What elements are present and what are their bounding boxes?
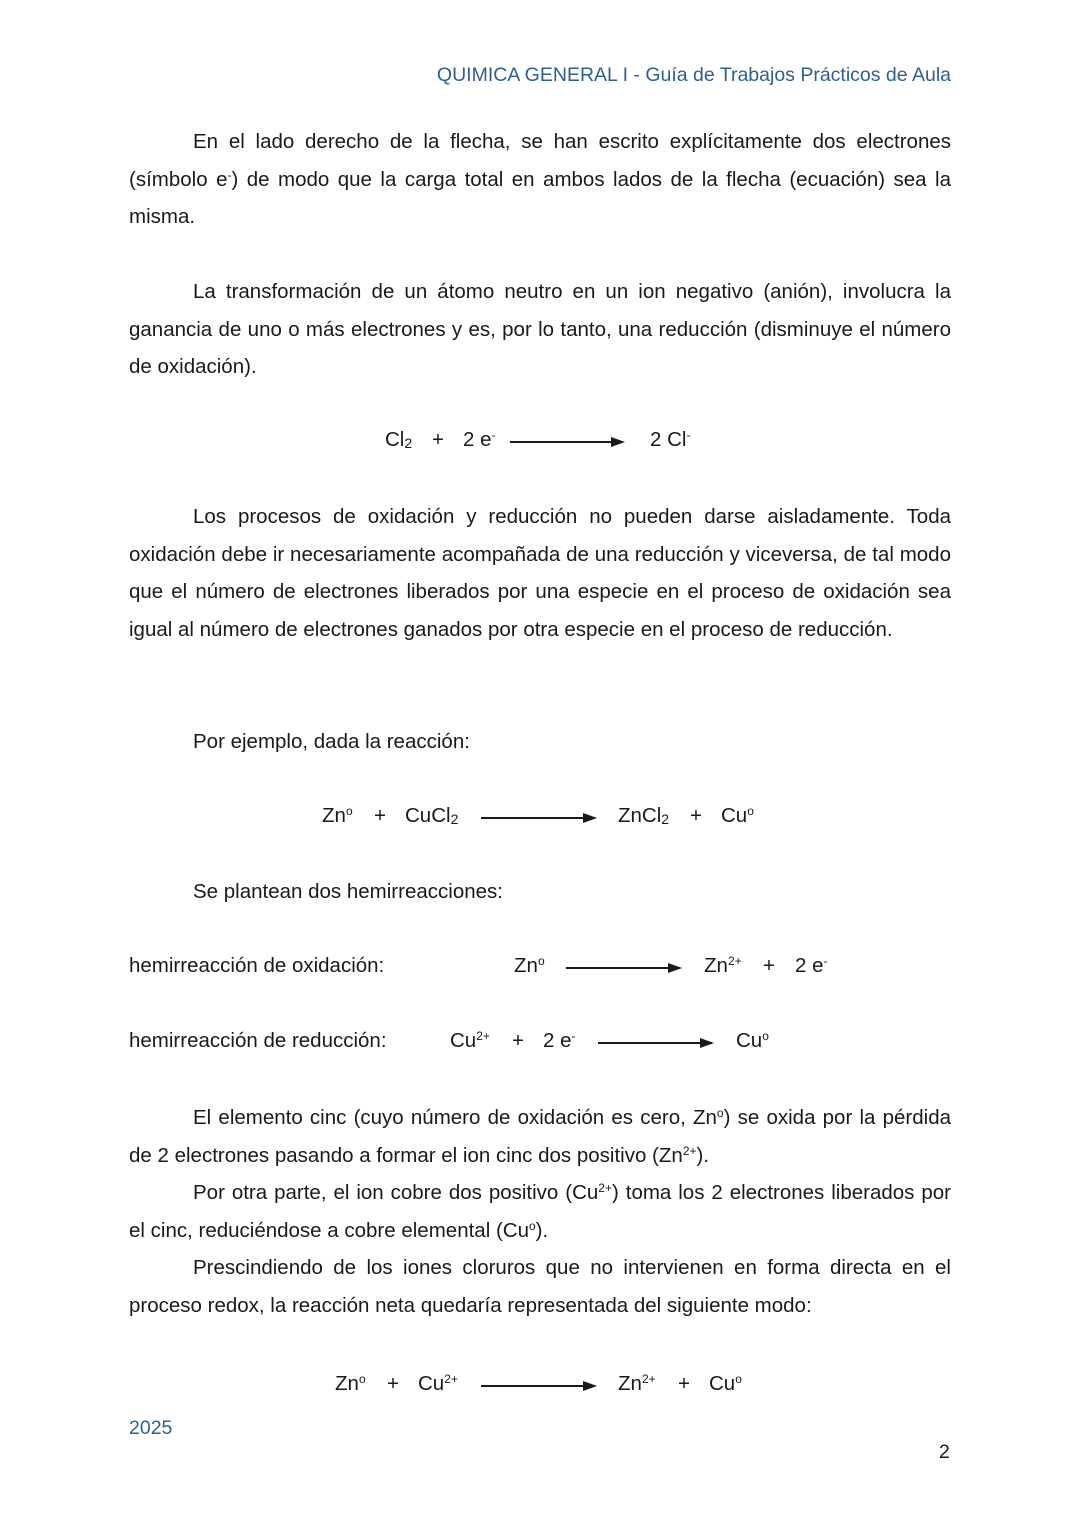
- plus-sign: +: [432, 428, 444, 451]
- equation-example: [0, 804, 1080, 834]
- reactant: $Cu^{2+}$: [418, 1372, 458, 1395]
- reactant: $Cu^{2+}$: [450, 1029, 490, 1052]
- product: Cu$^o$: [736, 1029, 769, 1052]
- equation-chlorine: [0, 428, 1080, 458]
- reactant: 2 e-: [463, 428, 496, 451]
- reaction-arrow-icon: [598, 1042, 712, 1044]
- paragraph-copper-reduction: Por otra parte, el ion cobre dos positivo $(Cu^{2+})$ toma los 2 electrones liberados por el cinc, reduciéndose a cobre elemental (Cu$^o$).: [129, 1181, 951, 1242]
- product: $Zn^{2+}$: [704, 954, 742, 977]
- reactant: $Cl_2$: [385, 428, 413, 451]
- equation-reduction: [0, 1029, 1080, 1059]
- paragraph-half-reactions: Se plantean dos hemirreacciones:: [193, 880, 503, 903]
- half-reaction-label: hemirreacción de reducción:: [129, 1029, 387, 1052]
- half-reaction-label: hemirreacción de oxidación:: [129, 954, 385, 977]
- product: ZnCl$_2$: [618, 804, 670, 827]
- paragraph-zinc-oxidation: El elemento cinc (cuyo número de oxidación es cero, Zn$^o$) se oxida por la pérdida de 2 electrones pasando a formar el ion cinc dos positivo $(Zn^{2+})$.: [129, 1106, 952, 1167]
- product: Cu$^o$: [721, 804, 754, 827]
- plus-sign: +: [678, 1372, 690, 1395]
- equation-net: [0, 1372, 1080, 1402]
- reactant: CuCl$_2$: [405, 804, 459, 827]
- product: 2 e-: [795, 954, 828, 977]
- plus-sign: +: [512, 1029, 524, 1052]
- reactant: 2 e-: [543, 1029, 576, 1052]
- footer-year: 2025: [129, 1417, 173, 1439]
- document-header-title: QUIMICA GENERAL I - Guía de Trabajos Prácticos de Aula: [436, 64, 951, 86]
- paragraph-electrons: [129, 123, 951, 236]
- reaction-arrow-icon: [566, 967, 680, 969]
- product: $Zn^{2+}$: [618, 1372, 656, 1395]
- product: 2 Cl-: [650, 428, 691, 451]
- plus-sign: +: [387, 1372, 399, 1395]
- plus-sign: +: [763, 954, 775, 977]
- reaction-arrow-icon: [481, 817, 595, 819]
- plus-sign: +: [374, 804, 386, 827]
- paragraph-reduction: La transformación de un átomo neutro en un ion negativo (anión), involucra la ganancia de uno o más electrones y es, por lo tanto, una reducción (disminuye el número de oxidación).: [129, 280, 951, 378]
- reactant: Zn$^o$: [514, 954, 545, 977]
- paragraph-net-reaction: Prescindiendo de los iones cloruros que no intervienen en forma directa en el proceso redox, la reacción neta quedaría representada del siguiente modo:: [129, 1256, 951, 1317]
- reaction-arrow-icon: [510, 441, 623, 443]
- superscript: -: [227, 167, 232, 182]
- paragraph-redox-coupling: Los procesos de oxidación y reducción no pueden darse aisladamente. Toda oxidación debe ir necesariamente acompañada de una reducción y viceversa, de tal modo que el número de electrones liberados por una especie en el proceso de oxidación sea igual al número de electrones ganados por otra especie en el proceso de reducción.: [129, 505, 951, 641]
- equation-oxidation: [0, 954, 1080, 984]
- text: ) de modo que la carga total en ambos lados de la flecha (ecuación) sea la misma.: [129, 167, 951, 228]
- page-number: 2: [939, 1441, 950, 1463]
- plus-sign: +: [690, 804, 702, 827]
- reactant: Zn$^o$: [322, 804, 353, 827]
- paragraph-example: Por ejemplo, dada la reacción:: [193, 730, 470, 753]
- reaction-arrow-icon: [481, 1385, 595, 1387]
- reactant: Zn$^o$: [335, 1372, 366, 1395]
- text: En el lado derecho de la flecha, se han escrito explícitamente dos electrones (símbolo e: [129, 130, 951, 191]
- product: Cu$^o$: [709, 1372, 742, 1395]
